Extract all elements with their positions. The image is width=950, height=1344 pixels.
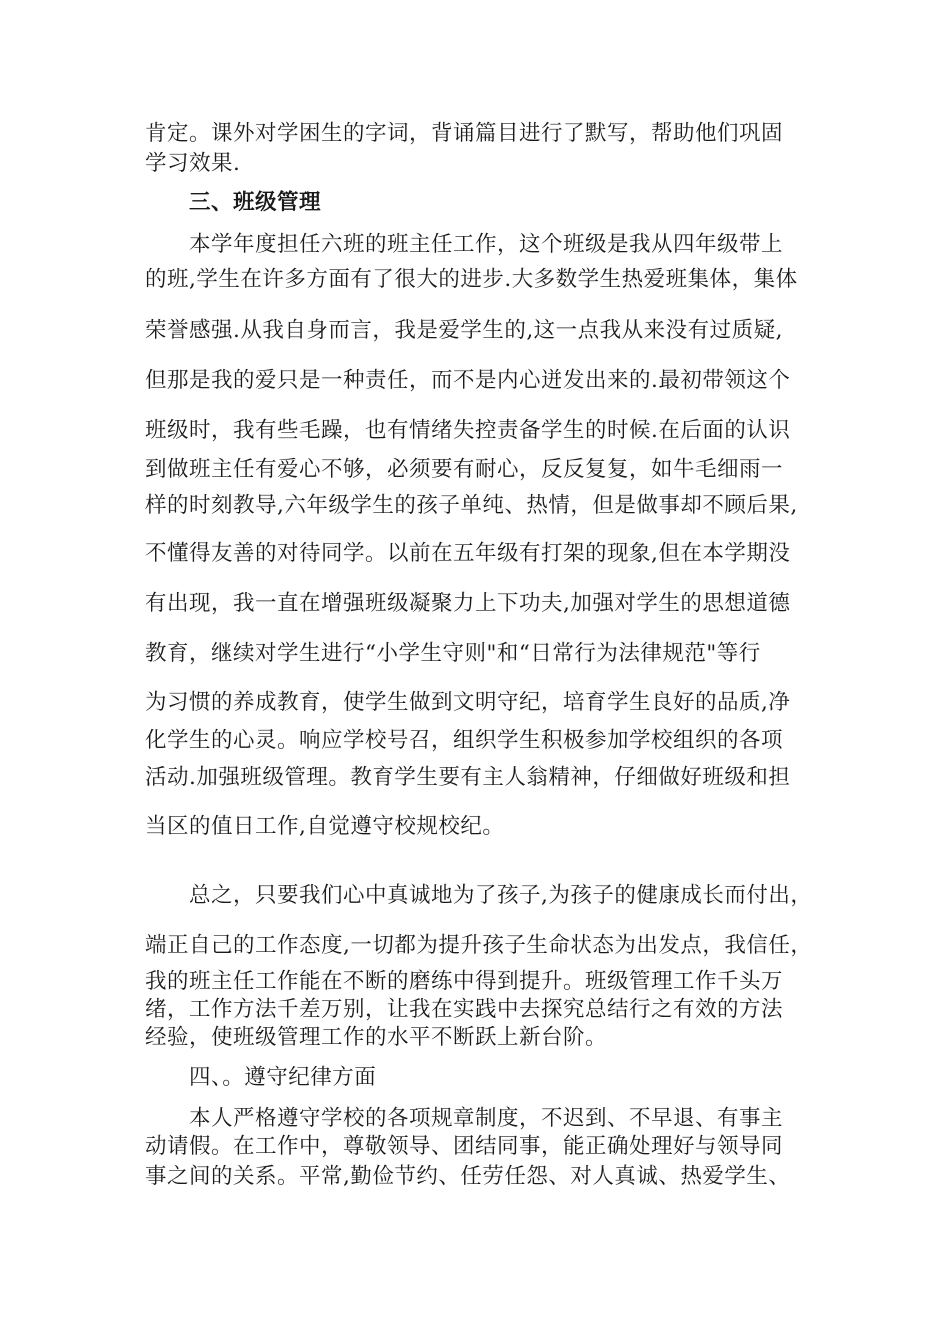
text-line: 绪，工作方法千差万别，让我在实践中去探究总结行之有效的方法 bbox=[145, 997, 784, 1022]
text-line: 肯定。课外对学困生的字词，背诵篇目进行了默写，帮助他们巩固 bbox=[145, 121, 784, 146]
text-line: 当区的值日工作,自觉遵守校规校纪。 bbox=[145, 814, 505, 839]
text-line: 为习惯的养成教育，使学生做到文明守纪，培育学生良好的品质,净 bbox=[145, 690, 791, 715]
text-line: 本学年度担任六班的班主任工作，这个班级是我从四年级带上 bbox=[189, 232, 784, 257]
text-line: 我的班主任工作能在不断的磨练中得到提升。班级管理工作千头万 bbox=[145, 969, 784, 994]
text-line: 动请假。在工作中，尊敬领导、团结同事，能正确处理好与领导同 bbox=[145, 1134, 784, 1159]
text-line: 样的时刻教导,六年级学生的孩子单纯、热情，但是做事却不顾后果, bbox=[145, 493, 798, 518]
text-line: 的班,学生在许多方面有了很大的进步.大多数学生热爱班集体，集体 bbox=[145, 267, 798, 292]
section-heading-class-management: 三、班级管理 bbox=[189, 190, 322, 215]
text-line: 化学生的心灵。响应学校号召，组织学生积极参加学校组织的各项 bbox=[145, 728, 784, 753]
text-line: 班级时，我有些毛躁，也有情绪失控责备学生的时候.在后面的认识 bbox=[145, 418, 791, 443]
text-line: 荣誉感强.从我自身而言，我是爱学生的,这一点我从来没有过质疑, bbox=[145, 318, 784, 343]
text-line: 经验，使班级管理工作的水平不断跃上新台阶。 bbox=[145, 1025, 608, 1050]
text-line: 不懂得友善的对待同学。以前在五年级有打架的现象,但在本学期没 bbox=[145, 541, 791, 566]
text-line: 端正自己的工作态度,一切都为提升孩子生命状态为出发点，我信任， bbox=[145, 933, 813, 958]
text-line: 事之间的关系。平常,勤俭节约、任劳任怨、对人真诚、热爱学生、 bbox=[145, 1164, 791, 1189]
text-line: 学习效果. bbox=[145, 151, 241, 176]
text-line: 本人严格遵守学校的各项规章制度，不迟到、不早退、有事主 bbox=[189, 1106, 784, 1131]
text-line: 但那是我的爱只是一种责任，而不是内心迸发出来的.最初带领这个 bbox=[145, 368, 791, 393]
text-line: 有出现，我一直在增强班级凝聚力上下功夫,加强对学生的思想道德 bbox=[145, 591, 791, 616]
text-line: 到做班主任有爱心不够，必须要有耐心，反反复复，如牛毛细雨一 bbox=[145, 457, 784, 482]
section-heading-discipline: 四、。遵守纪律方面 bbox=[189, 1065, 377, 1090]
text-line: 总之，只要我们心中真诚地为了孩子,为孩子的健康成长而付出， bbox=[189, 883, 813, 908]
text-line: 教育，继续对学生进行“小学生守则"和“日常行为法律规范"等行 bbox=[145, 641, 761, 666]
text-line: 活动.加强班级管理。教育学生要有主人翁精神，仔细做好班级和担 bbox=[145, 765, 791, 790]
